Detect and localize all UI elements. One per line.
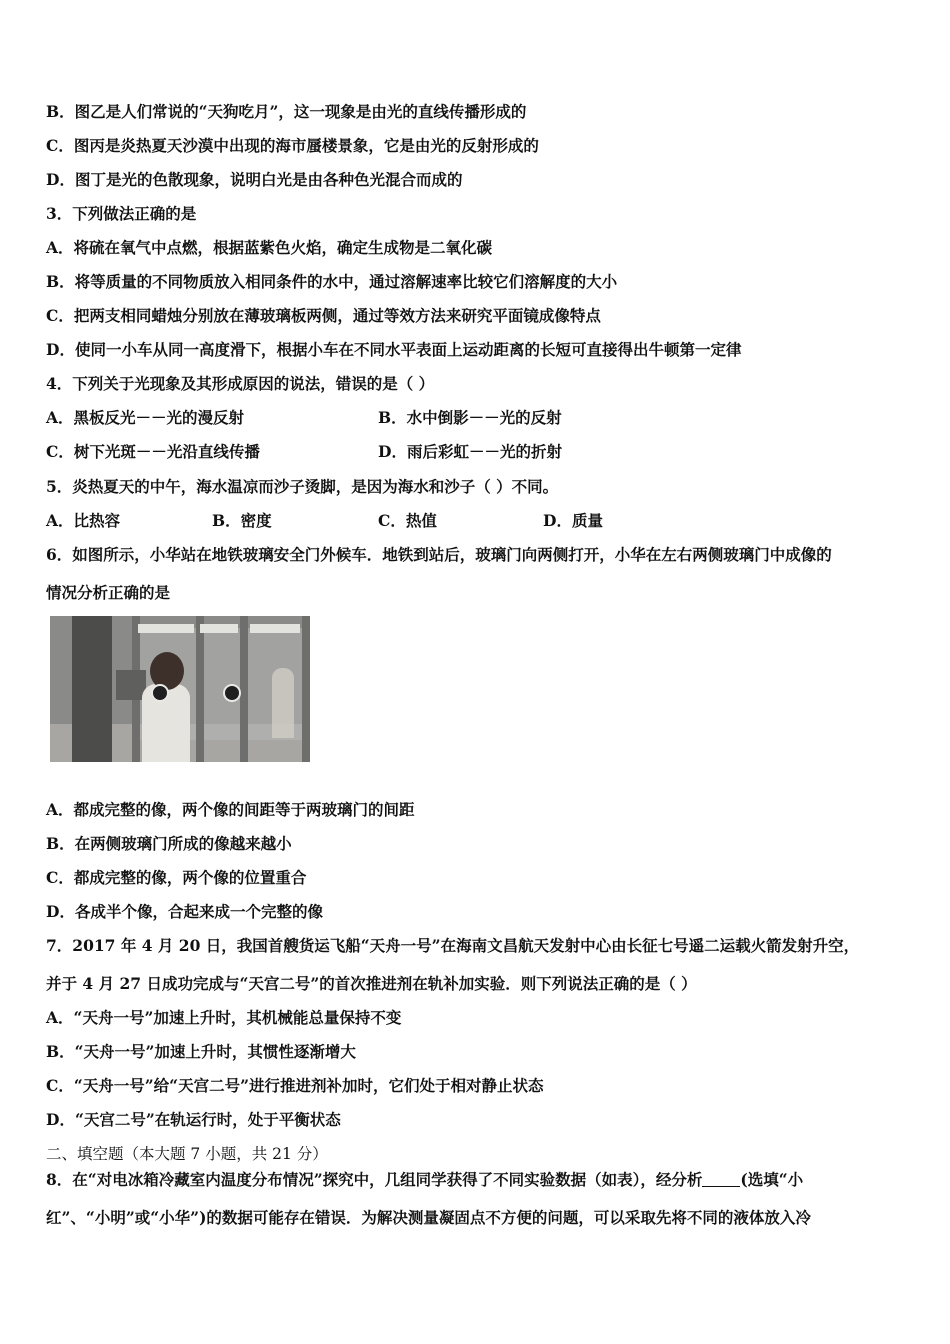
q5-option-a: A．比热容 [46, 511, 121, 530]
q6-stem-line2: 情况分析正确的是 [46, 583, 171, 602]
q7-option-d: D．“天宫二号”在轨运行时，处于平衡状态 [46, 1110, 341, 1129]
q2-option-c: C．图丙是炎热夏天沙漠中出现的海市蜃楼景象，它是由光的反射形成的 [46, 136, 539, 155]
q3-option-c: C．把两支相同蜡烛分别放在薄玻璃板两侧，通过等效方法来研究平面镜成像特点 [46, 306, 601, 325]
q2-option-d: D．图丁是光的色散现象，说明白光是由各种色光混合而成的 [46, 170, 463, 189]
q8-stem-line2: 红”、“小明”或“小华”)的数据可能存在错误．为解决测量凝固点不方便的问题，可以采取先将不同的液体放入冷 [46, 1208, 811, 1227]
q6-option-c: C．都成完整的像，两个像的位置重合 [46, 868, 307, 887]
q7-stem-line1: 7．2017 年 4 月 20 日，我国首艘货运飞船“天舟一号”在海南文昌航天发射中心由长征七号遥二运载火箭发射升空， [46, 936, 860, 955]
subway-glass-door-photo [50, 616, 310, 762]
q7-option-b: B．“天舟一号”加速上升时，其惯性逐渐增大 [46, 1042, 356, 1061]
q4-option-b: B．水中倒影－－光的反射 [378, 408, 562, 427]
q3-option-a: A．将硫在氧气中点燃，根据蓝紫色火焰，确定生成物是二氧化碳 [46, 238, 493, 257]
q3-option-d: D．使同一小车从同一高度滑下，根据小车在不同水平表面上运动距离的长短可直接得出牛顿第一定律 [46, 340, 742, 359]
section-heading: 二、填空题（本大题 7 小题，共 21 分） [46, 1145, 328, 1163]
q6-option-d: D．各成半个像，合起来成一个完整的像 [46, 902, 323, 921]
q8-stem-part2: (选填“小 [740, 1170, 804, 1189]
q4-stem: 4．下列关于光现象及其形成原因的说法，错误的是（ ） [46, 374, 435, 393]
door-arrow-icon-right [223, 684, 241, 702]
q4-option-c: C．树下光斑－－光沿直线传播 [46, 442, 260, 461]
q5-option-b: B．密度 [212, 511, 272, 530]
q6-stem-line1: 6．如图所示，小华站在地铁玻璃安全门外候车．地铁到站后，玻璃门向两侧打开，小华在左右两侧玻璃门中成像的 [46, 545, 832, 564]
door-arrow-icon-left [151, 684, 169, 702]
q8-answer-blank [702, 1172, 740, 1187]
q5-option-d: D．质量 [543, 511, 603, 530]
q7-option-c: C．“天舟一号”给“天宫二号”进行推进剂补加时，它们处于相对静止状态 [46, 1076, 544, 1095]
q2-option-b: B．图乙是人们常说的“天狗吃月”，这一现象是由光的直线传播形成的 [46, 102, 527, 121]
q5-stem: 5．炎热夏天的中午，海水温凉而沙子烫脚，是因为海水和沙子（ ）不同。 [46, 477, 559, 496]
q8-stem-line1 [46, 1170, 803, 1190]
q7-option-a: A．“天舟一号”加速上升时，其机械能总量保持不变 [46, 1008, 402, 1027]
q3-stem: 3．下列做法正确的是 [46, 204, 197, 223]
q4-option-d: D．雨后彩虹－－光的折射 [378, 442, 562, 461]
q5-option-c: C．热值 [378, 511, 437, 530]
q6-option-a: A．都成完整的像，两个像的间距等于两玻璃门的间距 [46, 800, 415, 819]
q8-stem-part1: 8．在“对电冰箱冷藏室内温度分布情况”探究中，几组同学获得了不同实验数据（如表），经分析 [46, 1170, 703, 1189]
q6-option-b: B．在两侧玻璃门所成的像越来越小 [46, 834, 292, 853]
q3-option-b: B．将等质量的不同物质放入相同条件的水中，通过溶解速率比较它们溶解度的大小 [46, 272, 618, 291]
q4-option-a: A．黑板反光－－光的漫反射 [46, 408, 245, 427]
q7-stem-line2: 并于 4 月 27 日成功完成与“天宫二号”的首次推进剂在轨补加实验．则下列说法正确的是（ ） [46, 974, 697, 993]
